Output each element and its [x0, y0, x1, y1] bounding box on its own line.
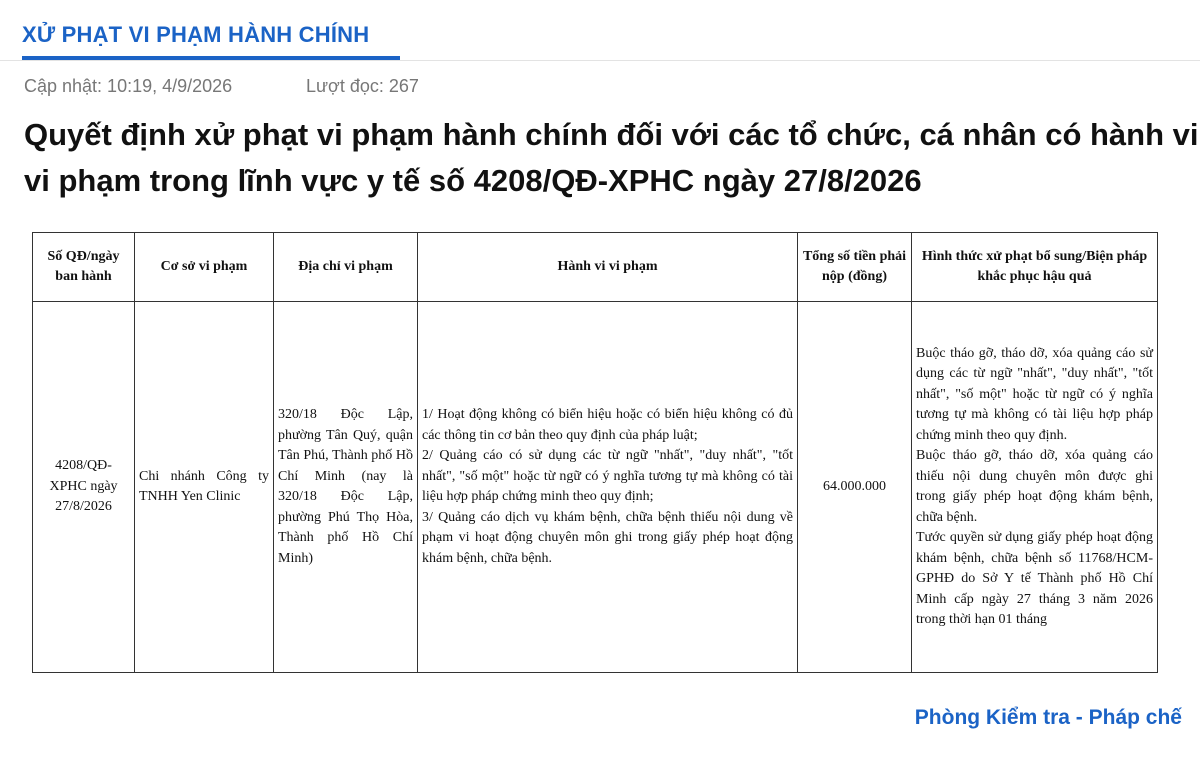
remedy-item: Buộc tháo gỡ, tháo dỡ, xóa quảng cáo sử dụng các từ ngữ "nhất", "duy nhất", "tốt nhất", "số một" hoặc từ ngữ có ý nghĩa tương tự mà không có tài liệu hợp pháp chứng minh theo quy định. — [916, 345, 1153, 443]
header-address: Địa chỉ vi phạm — [274, 233, 418, 302]
header-decision: Số QĐ/ngày ban hành — [33, 233, 135, 302]
violation-item: 2/ Quảng cáo có sử dụng các từ ngữ "nhất", "duy nhất", "tốt nhất", "số một" hoặc từ ngữ có ý nghĩa tương tự mà không có tài liệu hợp pháp chứng minh theo quy định; — [422, 448, 793, 504]
article-title: Quyết định xử phạt vi phạm hành chính đối với các tổ chức, cá nhân có hành vi vi phạm trong lĩnh vực y tế số 4208/QĐ-XPHC ngày 27/8/2026 — [24, 117, 1199, 198]
view-count: Lượt đọc: 267 — [306, 76, 419, 96]
violation-item: 3/ Quảng cáo dịch vụ khám bệnh, chữa bệnh thiếu nội dung về phạm vi hoạt động chuyên môn ghi trong giấy phép hoạt động khám bệnh, chữa bệnh. — [422, 509, 793, 566]
author-signature: Phòng Kiểm tra - Pháp chế — [914, 706, 1182, 729]
violation-item: 1/ Hoạt động không có biển hiệu hoặc có biển hiệu không có đủ các thông tin cơ bản theo quy định của pháp luật; — [422, 407, 793, 443]
header-fine: Tổng số tiền phải nộp (đồng) — [798, 233, 912, 302]
table-row — [33, 302, 1158, 673]
category-underline — [22, 56, 400, 60]
remedy-item: Buộc tháo gỡ, tháo dỡ, xóa quảng cáo thiếu nội dung chuyên môn được ghi trong giấy phép hoạt động khám bệnh, chữa bệnh. — [916, 448, 1153, 525]
cell-violations — [418, 302, 798, 673]
cell-remedies — [912, 302, 1158, 673]
table-header-row — [33, 233, 1158, 302]
decision-table-image — [32, 232, 1159, 678]
updated-time: Cập nhật: 10:19, 4/9/2026 — [24, 76, 233, 96]
header-facility: Cơ sở vi phạm — [135, 233, 274, 302]
remedy-item: Tước quyền sử dụng giấy phép hoạt động khám bệnh, chữa bệnh số 11768/HCM-GPHĐ do Sở Y tế Thành phố Hồ Chí Minh cấp ngày 27 tháng 3 năm 2026 trong thời hạn 01 tháng — [916, 530, 1153, 627]
category-link[interactable]: XỬ PHẠT VI PHẠM HÀNH CHÍNH — [22, 22, 370, 47]
cell-facility: Chi nhánh Công ty TNHH Yen Clinic — [135, 302, 274, 673]
header-remedies: Hình thức xử phạt bổ sung/Biện pháp khắc phục hậu quả — [912, 233, 1158, 302]
cell-decision: 4208/QĐ-XPHC ngày 27/8/2026 — [33, 302, 135, 673]
header-violations: Hành vi vi phạm — [418, 233, 798, 302]
cell-address: 320/18 Độc Lập, phường Tân Quý, quận Tân Phú, Thành phố Hồ Chí Minh (nay là 320/18 Độc Lập, phường Phú Thọ Hòa, Thành phố Hồ Chí Minh) — [274, 302, 418, 673]
decision-table — [32, 232, 1158, 673]
cell-fine: 64.000.000 — [798, 302, 912, 673]
